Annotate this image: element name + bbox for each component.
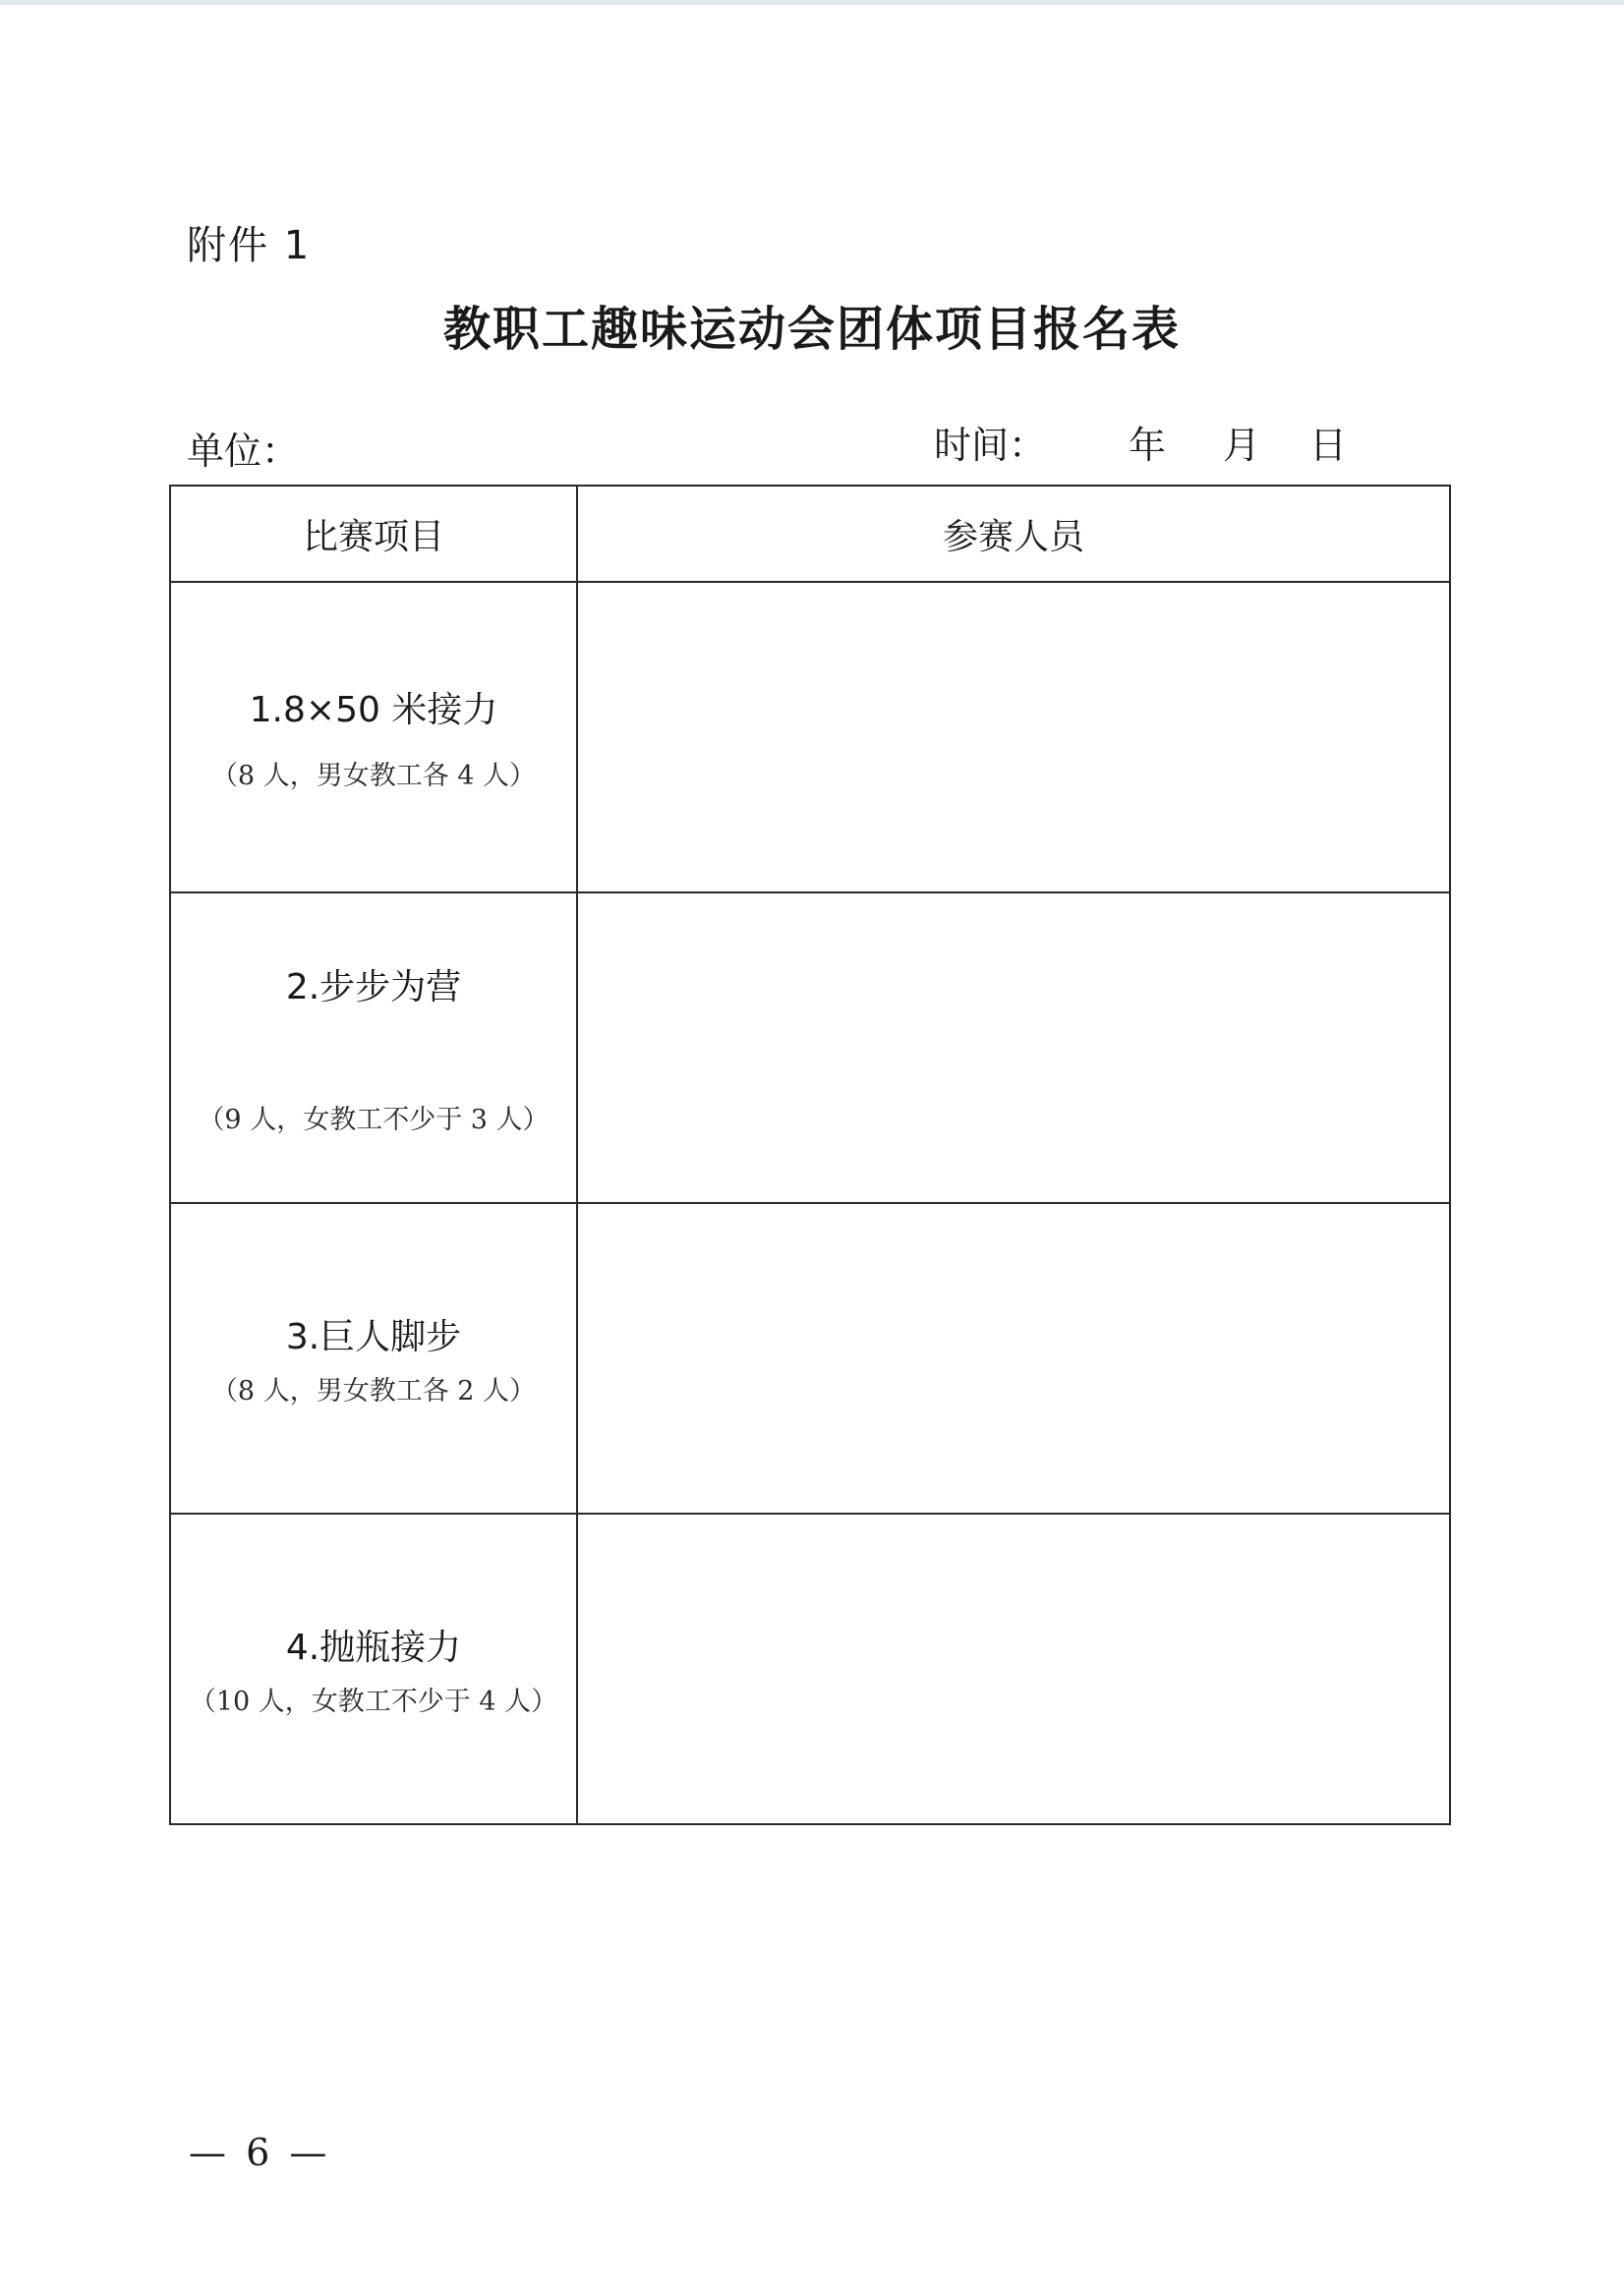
event-name: 3.巨人脚步	[285, 1317, 462, 1357]
registration-table	[169, 485, 1451, 1825]
table-row	[170, 892, 1450, 1203]
table-header-row	[170, 486, 1450, 582]
participants-cell[interactable]	[577, 582, 1450, 892]
participants-cell[interactable]	[577, 1203, 1450, 1514]
attachment-label: 附件 1	[187, 223, 312, 268]
form-title: 教职工趣味运动会团体项目报名表	[442, 302, 1181, 357]
table-row	[170, 1514, 1450, 1824]
page-number: — 6 —	[189, 2131, 331, 2174]
header-event: 比赛项目	[170, 486, 577, 582]
event-name: 4.抛瓶接力	[285, 1628, 462, 1668]
participants-cell[interactable]	[577, 1514, 1450, 1824]
day-label: 日	[1309, 424, 1348, 467]
event-note: （8 人，男女教工各 2 人）	[210, 1376, 537, 1406]
table-row	[170, 1203, 1450, 1514]
event-cell	[170, 1514, 577, 1824]
header-participants: 参赛人员	[577, 486, 1450, 582]
year-label: 年	[1129, 424, 1167, 467]
event-cell	[170, 892, 577, 1203]
event-name: 1.8×50 米接力	[249, 690, 498, 730]
event-note: （9 人，女教工不少于 3 人）	[198, 1105, 550, 1135]
event-name: 2.步步为营	[285, 967, 462, 1007]
unit-label: 单位：	[187, 430, 300, 473]
event-cell	[170, 582, 577, 892]
table-row	[170, 582, 1450, 892]
page-top-edge	[0, 0, 1624, 5]
event-note: （10 人，女教工不少于 4 人）	[189, 1687, 558, 1717]
event-cell	[170, 1203, 577, 1514]
event-note: （8 人，男女教工各 4 人）	[210, 761, 537, 791]
time-label: 时间：	[934, 424, 1047, 467]
month-label: 月	[1223, 424, 1261, 467]
participants-cell[interactable]	[577, 892, 1450, 1203]
